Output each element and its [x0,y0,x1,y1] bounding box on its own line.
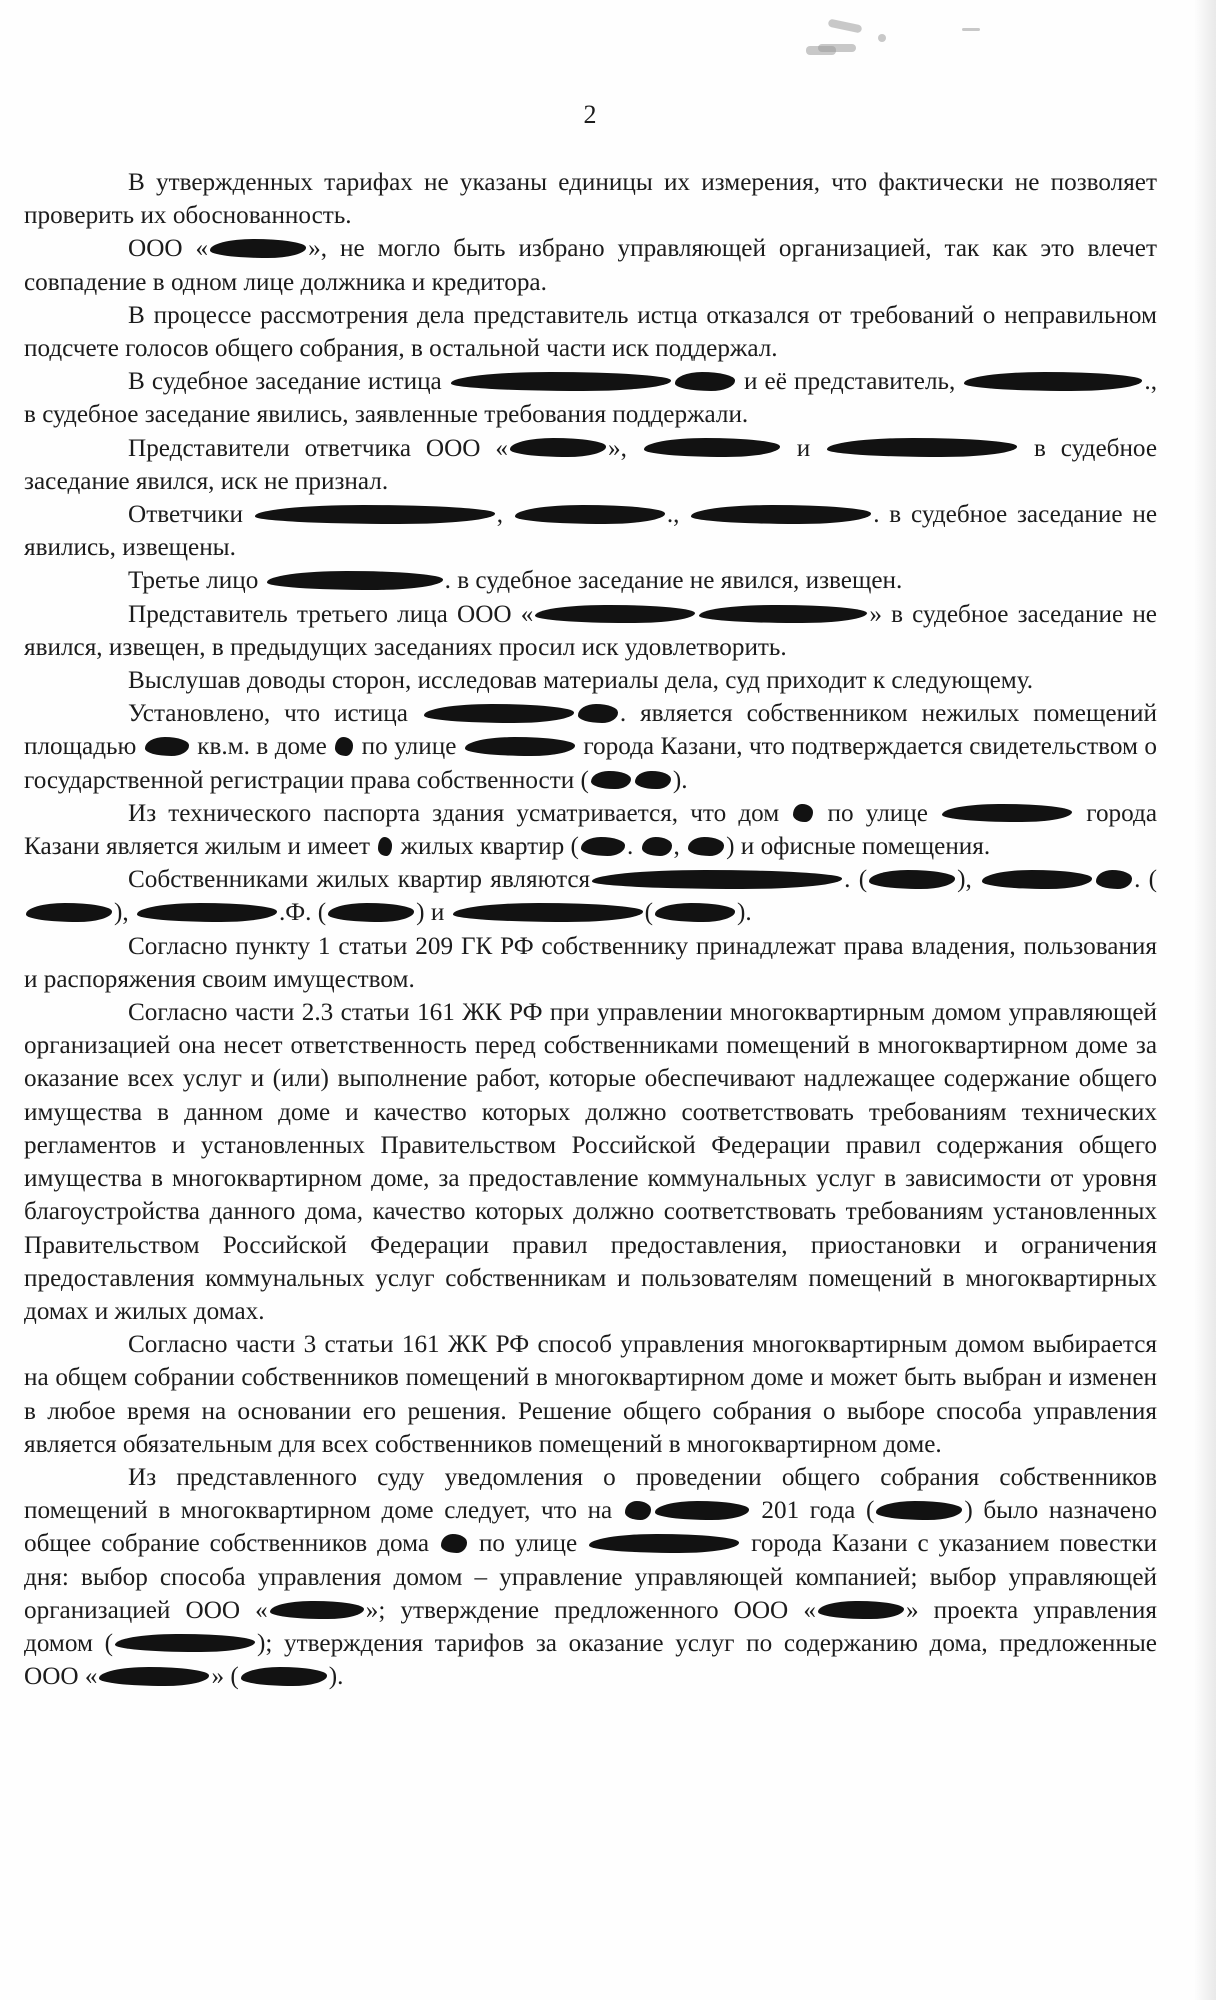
paragraph: Из представленного суду уведомления о проведении общего собрания собственников помещений в многоквартирном доме следует, что на 201 года ( ) было назначено общее собрание собственников дома по улице города Казани с указанием повестки дня: выбор способа управления домом – управление управляющей компанией; выбор управляющей организацией ООО « »; утверждение предложенного ООО « » проекта управления домом ( ); утверждения тарифов за оказание услуг по содержанию дома, предложенные ООО « » ( ). [24,1463,1158,1691]
scan-artifact [878,34,886,42]
redaction-mark [515,505,665,524]
paragraph: Представители ответчика ООО « », и в судебное заседание явился, иск не признал. [24,434,1158,495]
redaction-mark [869,870,955,889]
paragraph: В процессе рассмотрения дела представитель истца отказался от требований о неправильном подсчете голосов общего собрания, в остальной части иск поддержал. [24,301,1157,363]
paragraph: Из технического паспорта здания усматривается, что дом по улице города Казани является жилым и имеет жилых квартир ( . , ) и офисные помещения. [24,799,1158,861]
redaction-mark [592,870,842,889]
scan-artifact [828,19,863,34]
scan-edge-shadow [1194,0,1216,2000]
paragraph: Согласно пункту 1 статьи 209 ГК РФ собственнику принадлежат права владения, пользования и распоряжения своим имуществом. [24,932,1157,993]
redaction-mark [581,837,625,856]
redaction-mark [145,737,189,756]
redaction-mark [270,1601,364,1620]
paragraph: Представитель третьего лица ООО « » в судебное заседание не явился, извещен, в предыдущих заседаниях просил иск удовлетворить. [24,600,1157,661]
redaction-mark [655,903,735,922]
paragraph: Собственниками жилых квартир являются . ( ), . (), .Ф. ( ) и ( ). [24,863,1157,929]
redaction-mark [818,1601,904,1620]
redaction-mark [793,804,813,823]
redaction-mark [335,737,353,756]
paragraph: ООО « », не могло быть избрано управляющей организацией, так как это влечет совпадение в одном лице должника и кредитора. [24,235,1157,296]
redaction-mark [510,438,606,457]
redaction-mark [675,372,735,391]
redaction-mark [26,903,112,922]
paragraph: Согласно части 2.3 статьи 161 ЖК РФ при управлении многоквартирным домом управляющей организацией она несет ответственность перед собственниками помещений в многоквартирном доме за оказание всех услуг и (или) выполнение работ, которые обеспечивают надлежащее содержание общего имущества в данном доме и качество которых должно соответствовать требованиям технических регламентов и установленных Правительством Российской Федерации правил содержания общего имущества в многоквартирном доме, за предоставление коммунальных услуг в зависимости от уровня благоустройства данного дома, качество которых должно соответствовать требованиям установленных Правительством Российской Федерации правил предоставления, приостановки и ограничения предоставления коммунальных услуг собственникам и пользователям помещений в многоквартирных домах и жилых домах. [24,999,1157,1325]
redaction-mark [137,903,277,922]
redaction-mark [441,1534,467,1553]
redaction-mark [635,771,671,790]
redaction-mark [99,1667,209,1686]
redaction-mark [827,438,1017,457]
redaction-mark [453,903,643,922]
redaction-mark [591,771,631,790]
redaction-mark [241,1667,327,1686]
paragraph: Третье лицо . в судебное заседание не явился, извещен. [128,567,903,595]
redaction-mark [625,1501,651,1520]
paragraph: Ответчики , ., . в судебное заседание не явились, извещены. [24,501,1158,562]
redaction-mark [942,804,1072,823]
redaction-mark [465,737,575,756]
redaction-mark [255,505,495,524]
redaction-mark [535,605,695,624]
redaction-mark [876,1501,962,1520]
redaction-mark [964,372,1142,391]
redaction-mark [589,1534,739,1553]
redaction-mark [378,837,392,856]
paragraph: Согласно части 3 статьи 161 ЖК РФ способ управления многоквартирным домом выбирается на общем собрании собственников помещений в многоквартирном доме и может быть выбран и изменен в любое время на основании его решения. Решение общего собрания о выборе способа управления является обязательным для всех собственников помещений в многоквартирном доме. [24,1331,1157,1458]
redaction-mark [578,704,618,723]
scan-artifact [962,28,980,31]
redaction-mark [210,239,306,258]
redaction-mark [1096,870,1132,889]
redaction-mark [699,605,867,624]
paragraph: В судебное заседание истица и её представитель, ., в судебное заседание явились, заявленные требования поддержали. [24,368,1158,429]
document-body [24,166,1157,1693]
paragraph: В утвержденных тарифах не указаны единицы их измерения, что фактически не позволяет проверить их обоснованность. [24,169,1157,230]
paragraph: Установлено, что истица . является собственником нежилых помещений площадью кв.м. в доме по улице города Казани, что подтверждается свидетельством о государственной регистрации права собственности ( ). [24,700,1157,794]
redaction-mark [691,505,871,524]
scan-artifact [806,46,836,55]
redaction-mark [644,438,780,457]
redaction-mark [115,1634,255,1653]
paragraph: Выслушав доводы сторон, исследовав материалы дела, суд приходит к следующему. [128,667,1034,695]
redaction-mark [424,704,574,723]
redaction-mark [451,372,671,391]
page-number: 2 [583,100,597,129]
redaction-mark [655,1501,749,1520]
redaction-mark [982,870,1092,889]
redaction-mark [642,837,672,856]
redaction-mark [328,903,414,922]
redaction-mark [267,571,443,590]
redaction-mark [688,837,724,856]
